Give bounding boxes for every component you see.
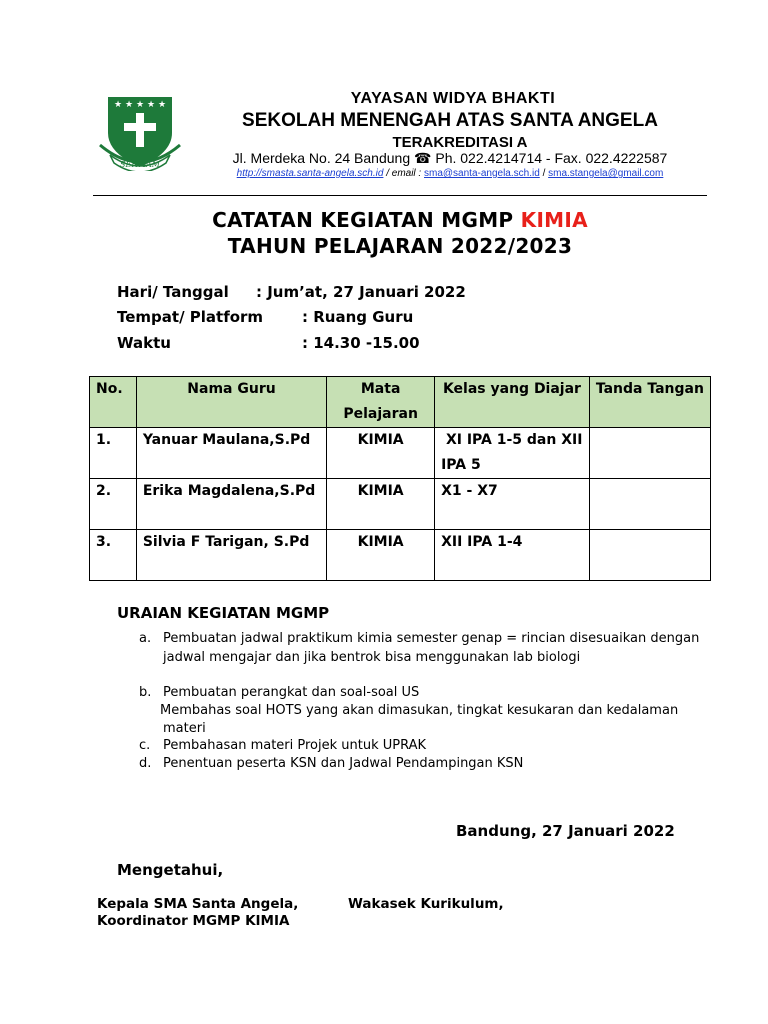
svg-text:★: ★ (136, 100, 145, 110)
activity-a-line1: Pembuatan jadwal praktikum kimia semester genap = rincian disesuaikan dengan (163, 631, 700, 646)
row-no: 1. (90, 428, 137, 479)
row-teacher-name: Erika Magdalena,S.Pd (136, 479, 326, 530)
school-name: SEKOLAH MENENGAH ATAS SANTA ANGELA (242, 110, 658, 131)
table-row (90, 428, 711, 479)
day-label: Hari/ Tanggal (117, 283, 229, 301)
activity-d-line1: Penentuan peserta KSN dan Jadwal Pendampingan KSN (163, 756, 524, 771)
activity-a-marker: a. (139, 631, 152, 646)
activity-b-line3: materi (163, 721, 206, 736)
svg-text:★: ★ (158, 100, 167, 110)
link-separator: / (542, 168, 546, 179)
phone-icon: ☎ (414, 150, 432, 166)
email-link[interactable]: sma@santa-angela.sch.id (424, 168, 540, 179)
row-classes: XII IPA 1-4 (435, 530, 590, 581)
activity-c-line1: Pembahasan materi Projek untuk UPRAK (163, 738, 427, 753)
place-label: Tempat/ Platform (117, 308, 264, 326)
row-teacher-name: Silvia F Tarigan, S.Pd (136, 530, 326, 581)
row-subject: KIMIA (327, 428, 435, 479)
row-teacher-name: Yanuar Maulana,S.Pd (136, 428, 326, 479)
table-row (90, 479, 711, 530)
email-label: / email : (386, 168, 422, 179)
svg-text:★: ★ (147, 100, 156, 110)
header-no: No. (90, 377, 137, 428)
header-name: Nama Guru (136, 377, 326, 428)
svg-text:SERVIAM: SERVIAM (120, 160, 160, 169)
attendance-table (89, 376, 711, 581)
row-signature (589, 428, 710, 479)
document-title (0, 208, 768, 232)
email2-link[interactable]: sma.stangela@gmail.com (548, 168, 664, 179)
activities-heading: URAIAN KEGIATAN MGMP (117, 604, 330, 622)
row-classes: X1 - X7 (435, 479, 590, 530)
school-address (200, 150, 700, 167)
foundation-name: YAYASAN WIDYA BHAKTI (350, 90, 556, 107)
activity-a-line2: jadwal mengajar dan jika bentrok bisa menggunakan lab biologi (163, 650, 581, 665)
table-row (90, 530, 711, 581)
activity-b-line2: Membahas soal HOTS yang akan dimasukan, tingkat kesukaran dan kedalaman (160, 703, 679, 718)
row-subject: KIMIA (327, 530, 435, 581)
accreditation: TERAKREDITASI A (392, 134, 528, 151)
row-no: 3. (90, 530, 137, 581)
address-text: Jl. Merdeka No. 24 Bandung (232, 150, 411, 166)
row-subject: KIMIA (327, 479, 435, 530)
time-label: Waktu (117, 334, 171, 352)
row-no: 2. (90, 479, 137, 530)
signer2-title: Wakasek Kurikulum, (348, 896, 504, 912)
row-signature (589, 479, 710, 530)
activity-c-marker: c. (139, 738, 151, 753)
contact-links (180, 168, 720, 179)
table-header-row (90, 377, 711, 428)
website-link[interactable]: http://smasta.santa-angela.sch.id (236, 168, 384, 179)
signer1-role: Koordinator MGMP KIMIA (97, 913, 290, 929)
acknowledged-label: Mengetahui, (117, 861, 224, 879)
letterhead-divider (93, 195, 707, 196)
row-classes: XI IPA 1-5 dan XII IPA 5 (435, 428, 590, 479)
header-classes: Kelas yang Diajar (435, 377, 590, 428)
svg-text:★: ★ (125, 100, 134, 110)
activity-d-marker: d. (139, 756, 152, 771)
svg-text:★: ★ (114, 100, 123, 110)
place-value: : Ruang Guru (302, 308, 414, 326)
school-crest-icon (96, 93, 184, 171)
title-subject: KIMIA (520, 208, 588, 232)
place-date: Bandung, 27 Januari 2022 (456, 822, 675, 840)
header-subject: Mata Pelajaran (327, 377, 435, 428)
signer1-title: Kepala SMA Santa Angela, (97, 896, 299, 912)
day-value: : Jum’at, 27 Januari 2022 (256, 283, 466, 301)
time-value: : 14.30 -15.00 (302, 334, 420, 352)
school-logo (96, 93, 184, 171)
document-subtitle: TAHUN PELAJARAN 2022/2023 (227, 234, 573, 258)
title-main: CATATAN KEGIATAN MGMP (212, 208, 514, 232)
row-signature (589, 530, 710, 581)
header-signature: Tanda Tangan (589, 377, 710, 428)
contact-numbers: Ph. 022.4214714 - Fax. 022.4222587 (435, 150, 668, 166)
activity-b-marker: b. (139, 685, 152, 700)
activity-b-line1: Pembuatan perangkat dan soal-soal US (163, 685, 420, 700)
